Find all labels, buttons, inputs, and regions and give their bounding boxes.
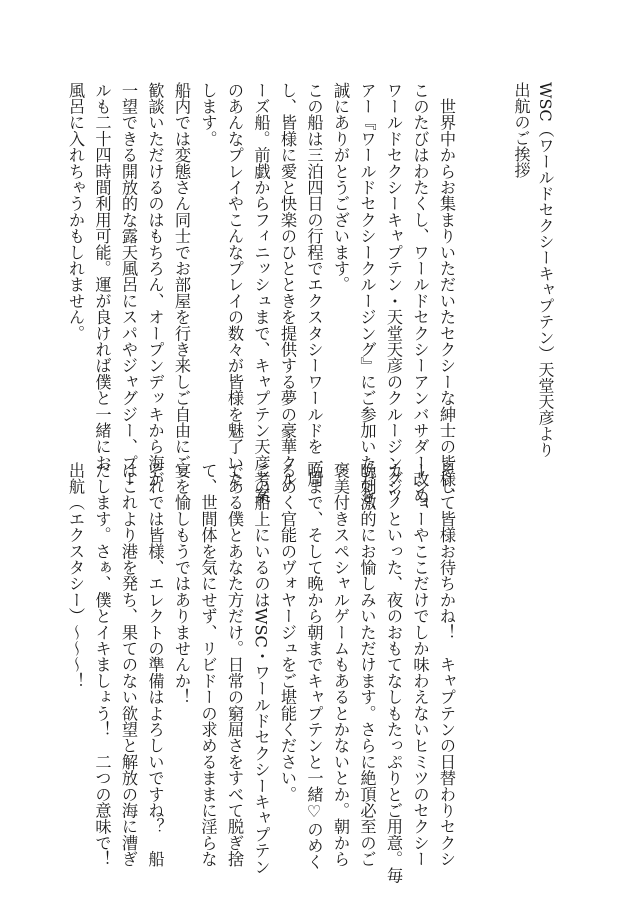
text-line: て、世間体を気にせず、リビドーの求めるままに淫らな — [198, 462, 218, 867]
text-line: ーズ船。前戯からフィニッシュまで、キャプテン天彦考案 — [251, 82, 271, 504]
text-line: ーショーやここだけでしか味わえないヒミツのセクシー — [410, 462, 430, 867]
text-line: である僕とあなた方だけ。日常の窮屈さをすべて脱ぎ捨 — [225, 462, 244, 867]
text-line: はこれより港を発ち、果てのない欲望と解放の海に漕ぎ — [119, 462, 138, 867]
text-line: 晩刺激的にお愉しみいただけます。さらに絶頂必至のご — [357, 462, 377, 867]
text-line: だします。さぁ、僕とイキましょう！ 二つの意味で！ — [92, 462, 112, 867]
text-line: 褒美付きスペシャルゲームもあるとかないとか。朝から — [331, 462, 350, 867]
text-line: このたびはわたくし、ワールドセクシーアンバサダー改め、 — [410, 82, 430, 520]
title-line: WSC（ワールドセクシーキャプテン）天堂天彦より — [536, 82, 555, 458]
text-line: します。 — [198, 82, 218, 147]
text-line: 晩まで、そして晩から朝までキャプテンと一緒♡のめく — [304, 462, 324, 870]
text-line: この船は三泊四日の行程でエクスタシーワールドを一周 — [304, 82, 324, 487]
document-title — [509, 82, 557, 458]
text-line: 宴を愉しもうではありませんか！ — [172, 462, 191, 705]
text-line: そして皆様お待ちかね！ キャプテンの日替わりセクシ — [437, 462, 456, 867]
text-line: それでは皆様、エレクトの準備はよろしいですね？ 船 — [145, 462, 165, 867]
text-line: し、皆様に愛と快楽のひとときを提供する夢の豪華クル — [278, 82, 297, 487]
text-line: のあんなプレイやこんなプレイの数々が皆様を魅了いた — [225, 82, 244, 487]
text-line: 一望できる開放的な露天風呂にスパやジャグジー、プー — [119, 82, 138, 487]
text-line: 世界中からお集まりいただいたセクシーな紳士の皆様、 — [437, 82, 456, 504]
text-line: この船上にいるのはWSC・ワールドセクシーキャプテン — [251, 462, 271, 875]
text-line: 船内では変態さん同士でお部屋を行き来しご自由にご — [172, 82, 191, 471]
text-line: ワールドセクシーキャプテン・天堂天彦のクルージングツ — [384, 82, 403, 504]
body-lower-section — [62, 462, 460, 884]
text-line: ルも二十四時間利用可能。運が良ければ僕と一緒にお — [92, 82, 112, 471]
text-line: るめく官能のヴォヤージュをご堪能ください。 — [278, 462, 297, 803]
text-line: 出航（エクスタシー）〜〜〜！ — [66, 462, 85, 689]
text-line: カジノといった、夜のおもてなしもたっぷりとご用意。毎 — [384, 462, 403, 884]
text-line: 歓談いただけるのはもちろん、オープンデッキから海が — [145, 82, 165, 487]
text-line: 風呂に入れちゃうかもしれません。 — [66, 82, 85, 342]
body-upper-section — [62, 82, 460, 520]
text-line: 誠にありがとうございます。 — [331, 82, 350, 293]
subtitle-line: 出航のご挨拶 — [512, 82, 531, 178]
text-line: アー『ワールドセクシークルージング』にご参加いただき、 — [357, 82, 377, 520]
